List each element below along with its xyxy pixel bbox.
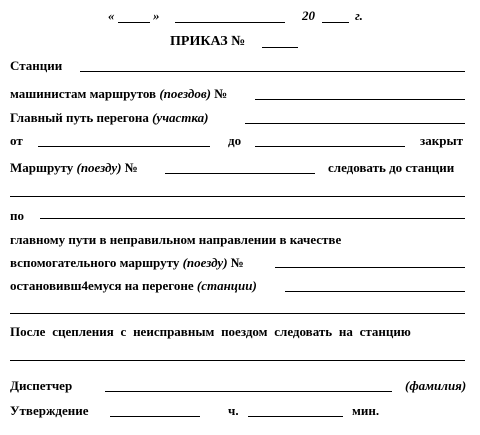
year-field[interactable] <box>322 22 349 23</box>
station-label: Станции <box>10 58 63 73</box>
year-prefix: 20 <box>302 8 315 23</box>
station-destination-field[interactable] <box>10 196 465 197</box>
quote-close: » <box>153 8 160 23</box>
stopped-location-field[interactable] <box>285 291 465 292</box>
drivers-label: машинистам маршрутов (поездов) № <box>10 86 228 101</box>
to-field[interactable] <box>255 146 405 147</box>
auxiliary-route-label: вспомогательного маршруту (поезду) № <box>10 255 244 270</box>
minutes-label: мин. <box>352 403 380 418</box>
station-field[interactable] <box>80 71 465 72</box>
stopped-location-continuation-field[interactable] <box>10 313 465 314</box>
drivers-number-field[interactable] <box>255 99 465 100</box>
hours-label: ч. <box>228 403 239 418</box>
route-label: Маршруту (поезду) № <box>10 160 138 175</box>
main-track-field[interactable] <box>245 123 465 124</box>
approval-minutes-field[interactable] <box>248 416 343 417</box>
auxiliary-route-number-field[interactable] <box>275 267 465 268</box>
approval-label: Утверждение <box>10 403 89 418</box>
stopped-label: остановивш4емуся на перегоне (станции) <box>10 278 257 293</box>
coupling-destination-field[interactable] <box>10 360 465 361</box>
to-label: до <box>228 133 242 148</box>
month-field[interactable] <box>175 22 285 23</box>
wrong-direction-text: главному пути в неправильном направлении в качестве <box>10 232 342 247</box>
by-label: по <box>10 208 24 223</box>
approval-hours-field[interactable] <box>110 416 200 417</box>
day-field[interactable] <box>118 22 150 23</box>
coupling-instruction-text: После сцепления с неисправным поездом следовать на станцию <box>10 324 411 339</box>
year-suffix: г. <box>355 8 363 23</box>
closed-label: закрыт <box>420 133 463 148</box>
from-label: от <box>10 133 23 148</box>
main-track-label: Главный путь перегона (участка) <box>10 110 209 125</box>
quote-open: « <box>108 8 115 23</box>
follow-to-station-label: следовать до станции <box>328 160 455 175</box>
route-number-field[interactable] <box>165 173 315 174</box>
page-title: ПРИКАЗ № <box>170 34 246 49</box>
dispatcher-label: Диспетчер <box>10 378 73 393</box>
dispatcher-name-field[interactable] <box>105 391 392 392</box>
by-field[interactable] <box>40 218 465 219</box>
order-number-field[interactable] <box>262 47 298 48</box>
from-field[interactable] <box>38 146 210 147</box>
dispatcher-surname-hint: (фамилия) <box>405 378 467 393</box>
